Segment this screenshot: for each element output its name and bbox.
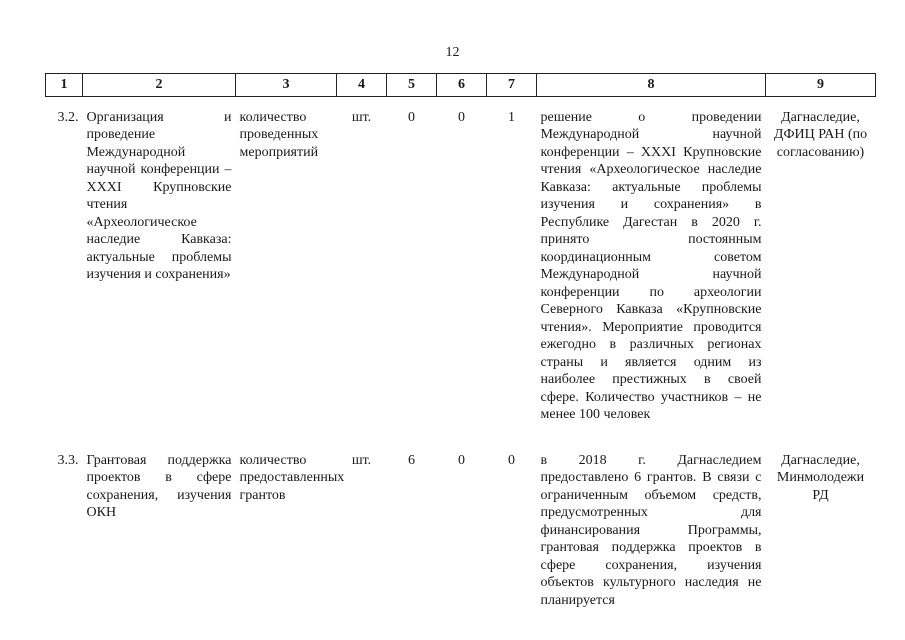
measure-name: Организация и проведение Международной научной конференции – XXXI Крупновские чтения «Археологическое наследие Кавказа: актуальные проблемы изучения и сохранения» xyxy=(86,109,232,282)
value-col-6: 0 xyxy=(458,109,465,125)
responsible-org: Дагнаследие, ДФИЦ РАН (по согласованию) xyxy=(773,109,868,160)
header-col-6: 6 xyxy=(437,74,487,97)
header-col-3: 3 xyxy=(236,74,337,97)
indicator-name: количество предоставленных грантов xyxy=(239,452,345,503)
table-row xyxy=(46,452,876,610)
header-col-9: 9 xyxy=(766,74,876,97)
value-col-5: 6 xyxy=(408,452,415,468)
header-col-1: 1 xyxy=(46,74,83,97)
header-col-2: 2 xyxy=(83,74,236,97)
measure-name: Грантовая поддержка проектов в сфере сохранения, изучения ОКН xyxy=(86,452,232,520)
header-col-7: 7 xyxy=(487,74,537,97)
page-number: 12 xyxy=(445,45,460,60)
justification-text: решение о проведении Международной научной конференции – XXXI Крупновские чтения «Археологическое наследие Кавказа: актуальные проблемы изучения и сохранения» в Республике Дагестан в 2020 г. принято постоянным координационным советом Международной научной конференции по археологии Северного Кавказа «Крупновские чтения». Мероприятие проводится ежегодно в различных регионах страны и является одним из наиболее престижных в своей сфере. Количество участников – не менее 100 человек xyxy=(540,109,762,422)
header-col-4: 4 xyxy=(337,74,387,97)
value-col-7: 0 xyxy=(508,452,515,468)
unit: шт. xyxy=(351,109,372,125)
table-row xyxy=(46,109,876,424)
header-col-8: 8 xyxy=(537,74,766,97)
unit: шт. xyxy=(351,452,372,468)
header-col-5: 5 xyxy=(387,74,437,97)
table-header-row xyxy=(46,74,876,97)
value-col-7: 1 xyxy=(508,109,515,125)
row-number: 3.3. xyxy=(57,452,79,468)
justification-text: в 2018 г. Дагнаследием предоставлено 6 грантов. В связи с ограниченным объемом средств, предусмотренных для финансирования Программы, грантовая поддержка проектов в сфере сохранения, изучения объектов культурного наследия не планируется xyxy=(540,452,762,608)
program-table xyxy=(45,73,876,609)
value-col-5: 0 xyxy=(408,109,415,125)
value-col-6: 0 xyxy=(458,452,465,468)
responsible-org: Дагнаследие, Минмолодежи РД xyxy=(776,452,865,503)
indicator-name: количество проведенных мероприятий xyxy=(239,109,319,160)
row-number: 3.2. xyxy=(57,109,79,125)
